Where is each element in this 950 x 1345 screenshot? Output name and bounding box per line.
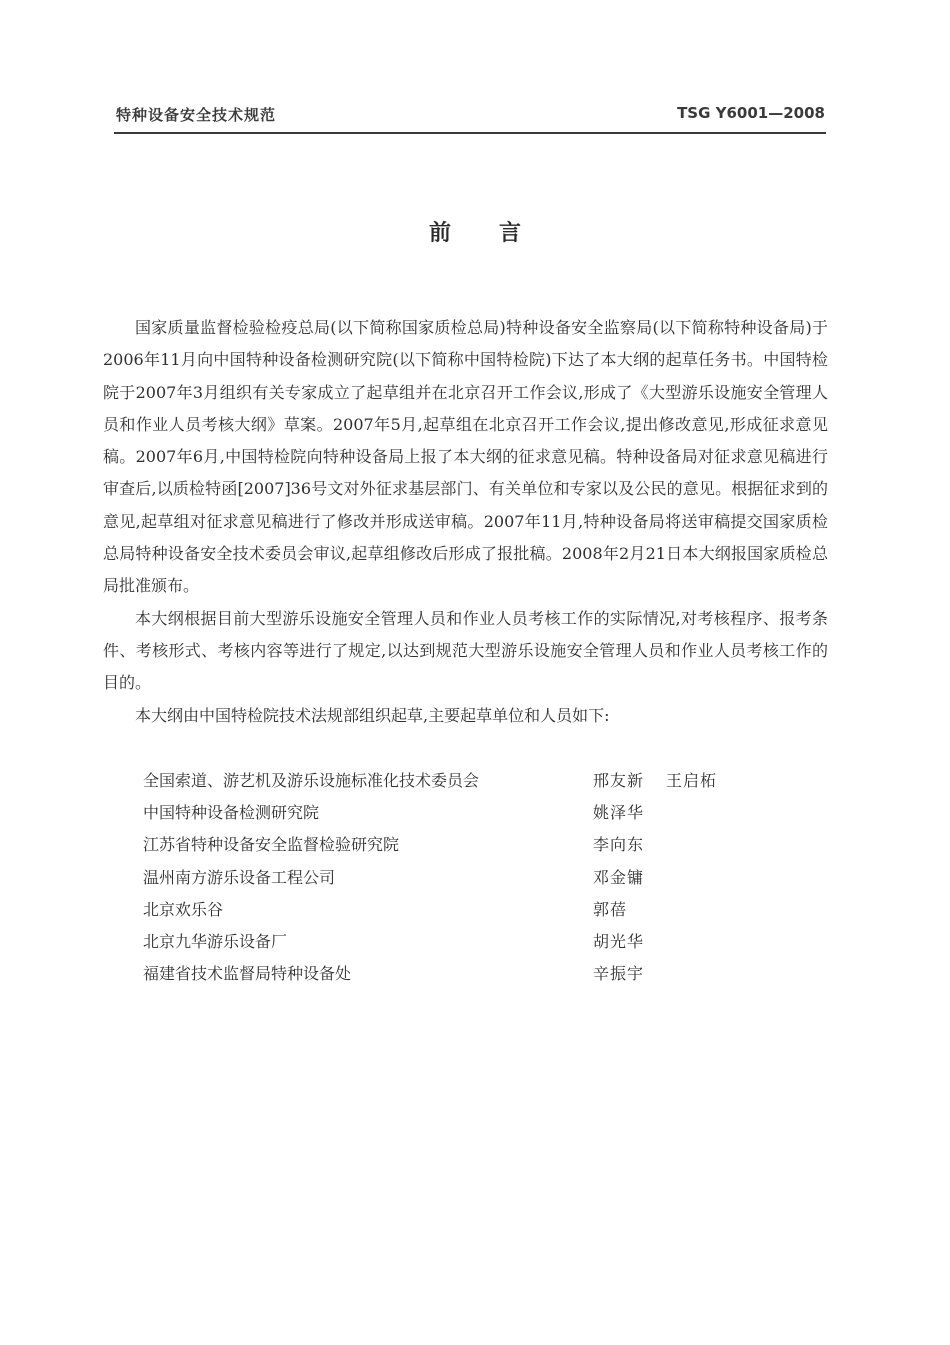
drafter-person: 辛振宇	[593, 964, 645, 984]
paragraph-2: 本大纲根据目前大型游乐设施安全管理人员和作业人员考核工作的实际情况,对考核程序、报考条件、考核形式、考核内容等进行了规定,以达到规范大型游乐设施安全管理人员和作业人员考核工作的目的。	[103, 608, 828, 693]
drafter-person: 胡光华	[593, 932, 645, 952]
drafter-org: 北京欢乐谷	[143, 899, 224, 919]
drafter-people	[593, 768, 717, 791]
running-header-code: TSG Y6001—2008	[677, 104, 825, 122]
list-item	[143, 763, 783, 795]
drafter-person: 邢友新	[593, 770, 645, 790]
page-title: 前言	[428, 221, 569, 246]
list-item	[143, 860, 783, 892]
list-item	[143, 795, 783, 827]
header-divider	[114, 132, 826, 134]
drafter-person: 李向东	[593, 835, 645, 855]
drafter-list	[143, 763, 783, 989]
drafter-org: 全国索道、游艺机及游乐设施标准化技术委员会	[143, 770, 480, 790]
list-item	[143, 828, 783, 860]
drafter-person: 王启柘	[666, 770, 718, 790]
drafter-person: 郭蓓	[593, 899, 628, 919]
drafter-people	[593, 832, 644, 855]
preface-body	[103, 312, 828, 732]
paragraph-1: 国家质量监督检验检疫总局(以下简称国家质检总局)特种设备安全监察局(以下简称特种设备局)于2006年11月向中国特种设备检测研究院(以下简称中国特检院)下达了本大纲的起草任务书。中国特检院于2007年3月组织有关专家成立了起草组并在北京召开工作会议,形成了《大型游乐设施安全管理人员和作业人员考核大纲》草案。2007年5月,起草组在北京召开工作会议,提出修改意见,形成征求意见稿。2007年6月,中国特检院向特种设备局上报了本大纲的征求意见稿。特种设备局对征求意见稿进行审查后,以质检特函[2007]36号文对外征求基层部门、有关单位和专家以及公民的意见。根据征求到的意见,起草组对征求意见稿进行了修改并形成送审稿。2007年11月,特种设备局将送审稿提交国家质检总局特种设备安全技术委员会审议,起草组修改后形成了报批稿。2008年2月21日本大纲报国家质检总局批准颁布。	[103, 318, 828, 596]
drafter-people	[593, 800, 644, 823]
drafter-people	[593, 929, 644, 952]
paragraph-3: 本大纲由中国特检院技术法规部组织起草,主要起草单位和人员如下:	[135, 705, 610, 725]
drafter-org: 中国特种设备检测研究院	[143, 802, 320, 822]
drafter-people	[593, 865, 644, 888]
drafter-person: 姚泽华	[593, 802, 645, 822]
drafter-person: 邓金镛	[593, 867, 645, 887]
drafter-org: 北京九华游乐设备厂	[143, 932, 288, 952]
running-header-title: 特种设备安全技术规范	[116, 106, 277, 124]
drafter-people	[593, 961, 644, 984]
list-item	[143, 957, 783, 989]
drafter-people	[593, 897, 627, 920]
drafter-org: 温州南方游乐设备工程公司	[143, 867, 336, 887]
drafter-org: 江苏省特种设备安全监督检验研究院	[143, 835, 400, 855]
drafter-org: 福建省技术监督局特种设备处	[143, 964, 352, 984]
list-item	[143, 892, 783, 924]
list-item	[143, 924, 783, 956]
